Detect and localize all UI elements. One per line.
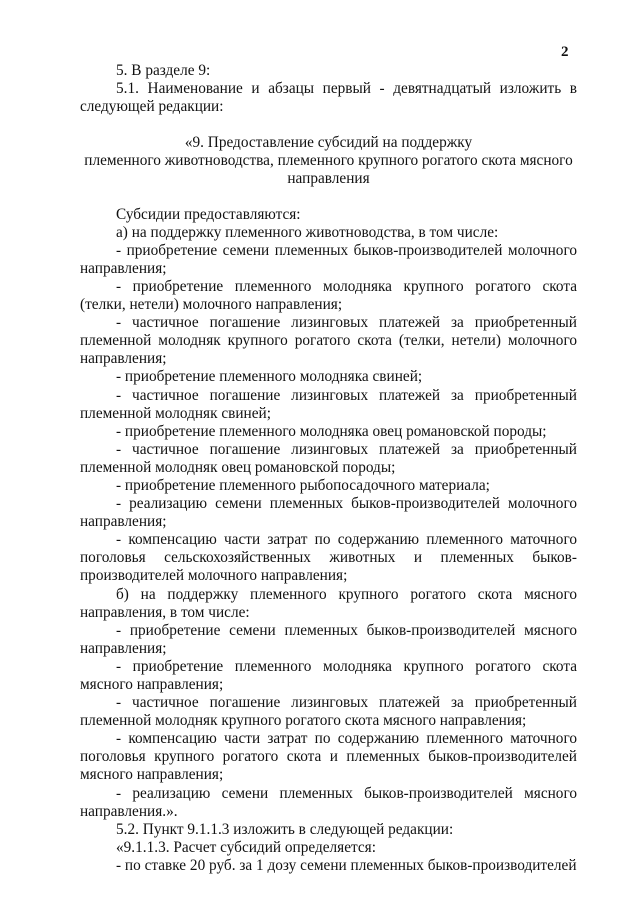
paragraph-line: а) на поддержку племенного животноводства, в том числе: bbox=[116, 223, 499, 241]
list-item: - компенсацию части затрат по содержанию племенного маточного bbox=[116, 730, 577, 748]
list-item: - реализацию семени племенных быков-производителей мясного bbox=[116, 784, 577, 802]
list-item-continuation: племенной молодняк крупного рогатого скота мясного направления; bbox=[80, 712, 527, 730]
list-item-continuation: (телки, нетели) молочного направления; bbox=[80, 296, 343, 314]
document-body bbox=[80, 62, 577, 875]
section-heading-line: направления bbox=[287, 170, 370, 188]
section-heading-line: племенного животноводства, племенного крупного рогатого скота мясного bbox=[84, 152, 573, 170]
list-item: - по ставке 20 руб. за 1 дозу семени племенных быков-производителей bbox=[116, 856, 577, 874]
list-item: - приобретение семени племенных быков-производителей мясного bbox=[116, 621, 577, 639]
list-item-continuation: направления; bbox=[80, 350, 167, 368]
list-item-continuation: племенной молодняк овец романовской породы; bbox=[80, 458, 396, 476]
list-item: - приобретение племенного рыбопосадочного материала; bbox=[116, 476, 490, 494]
list-item: - компенсацию части затрат по содержанию племенного маточного bbox=[116, 531, 577, 549]
list-item-continuation: направления; bbox=[80, 513, 167, 531]
paragraph-line: Субсидии предоставляются: bbox=[116, 205, 301, 223]
list-item-continuation: направления.». bbox=[80, 802, 178, 820]
list-item-continuation: направления; bbox=[80, 259, 167, 277]
list-item: - частичное погашение лизинговых платежей за приобретенный bbox=[116, 314, 577, 332]
list-item: - приобретение племенного молодняка крупного рогатого скота bbox=[116, 657, 577, 675]
list-item-continuation: племенной молодняк крупного рогатого скота (телки, нетели) молочного bbox=[80, 332, 577, 350]
list-item: - частичное погашение лизинговых платежей за приобретенный bbox=[116, 386, 577, 404]
paragraph-line: б) на поддержку племенного крупного рогатого скота мясного bbox=[116, 585, 577, 603]
list-item-continuation: племенной молодняк свиней; bbox=[80, 404, 271, 422]
list-item: - реализацию семени племенных быков-производителей молочного bbox=[116, 495, 577, 513]
paragraph-line: 5.2. Пункт 9.1.1.3 изложить в следующей редакции: bbox=[116, 820, 454, 838]
list-item-continuation: мясного направления; bbox=[80, 766, 224, 784]
list-item-continuation: поголовья крупного рогатого скота и племенных быков-производителей bbox=[80, 748, 577, 766]
list-item: - приобретение племенного молодняка овец романовской породы; bbox=[116, 422, 547, 440]
list-item: - частичное погашение лизинговых платежей за приобретенный bbox=[116, 440, 577, 458]
list-item: - частичное погашение лизинговых платежей за приобретенный bbox=[116, 694, 577, 712]
paragraph-line: 5.1. Наименование и абзацы первый - девятнадцатый изложить в bbox=[116, 80, 577, 98]
list-item-continuation: направления; bbox=[80, 639, 167, 657]
paragraph-line: «9.1.1.3. Расчет субсидий определяется: bbox=[116, 838, 376, 856]
section-intro: 5. В разделе 9: bbox=[116, 62, 211, 79]
list-item: - приобретение племенного молодняка крупного рогатого скота bbox=[116, 277, 577, 295]
list-item-continuation: производителей молочного направления; bbox=[80, 567, 348, 585]
list-item: - приобретение семени племенных быков-производителей молочного bbox=[116, 241, 577, 259]
list-item: - приобретение племенного молодняка свиней; bbox=[116, 368, 423, 386]
paragraph-line: следующей редакции: bbox=[80, 98, 224, 116]
page-number: 2 bbox=[561, 44, 569, 60]
section-heading: «9. Предоставление субсидий на поддержку bbox=[184, 134, 473, 152]
list-item-continuation: мясного направления; bbox=[80, 676, 224, 693]
list-item-continuation: поголовья сельскохозяйственных животных и племенных быков- bbox=[80, 549, 577, 567]
paragraph-line: направления, в том числе: bbox=[80, 603, 250, 621]
